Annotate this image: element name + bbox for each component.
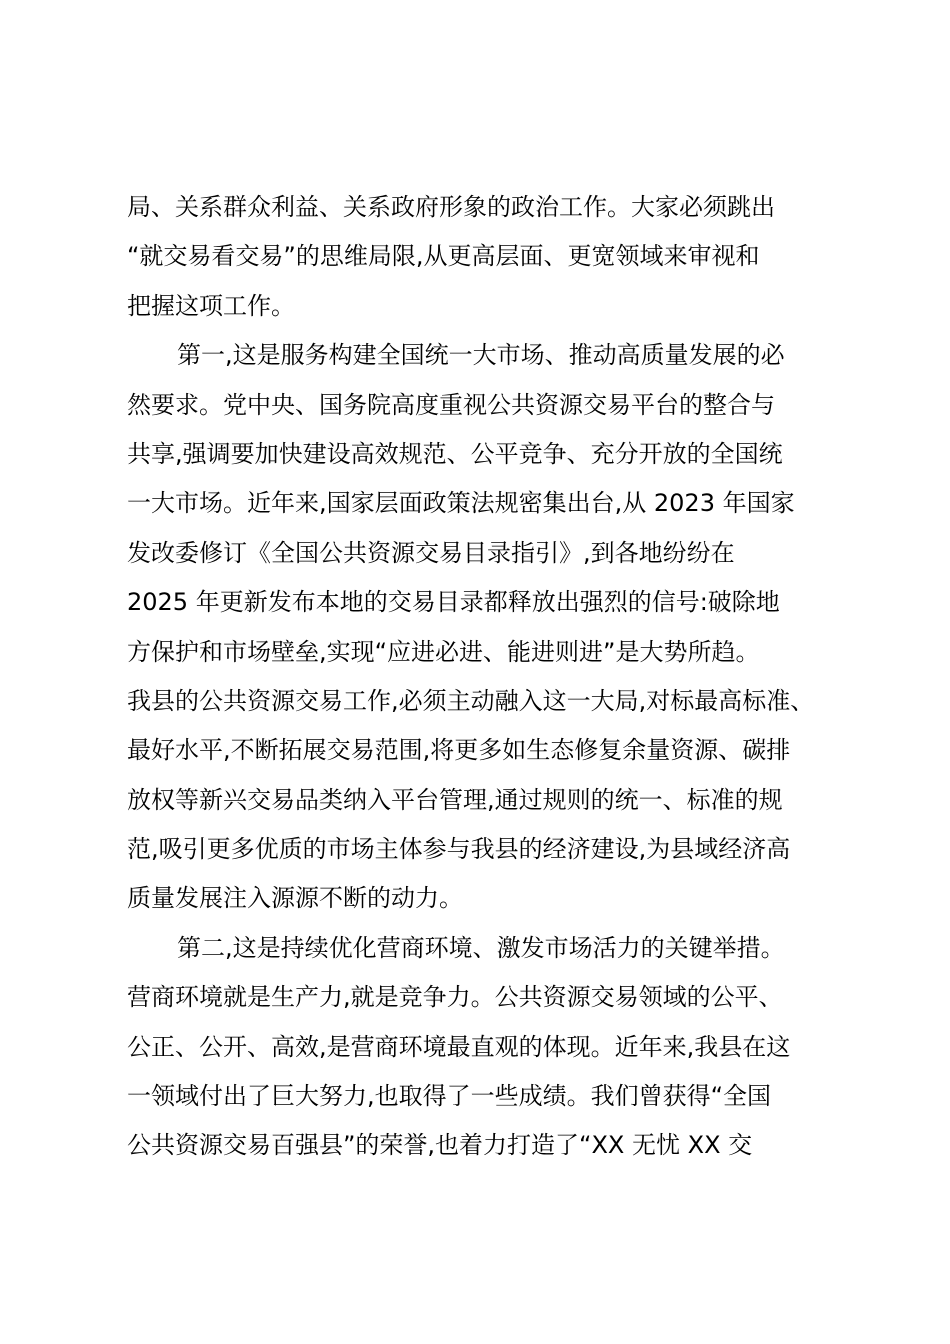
- text-line: 公共资源交易百强县”的荣誉,也着力打造了“XX 无忧 XX 交: [127, 1131, 753, 1160]
- paragraph-first-line: 第一,这是服务构建全国统一大市场、推动高质量发展的必: [177, 341, 785, 370]
- text-line: 一领域付出了巨大努力,也取得了一些成绩。我们曾获得“全国: [127, 1082, 772, 1111]
- text-line: 公正、公开、高效,是营商环境最直观的体现。近年来,我县在这: [127, 1032, 791, 1061]
- text-line: “就交易看交易”的思维局限,从更高层面、更宽领域来审视和: [127, 242, 760, 271]
- text-line: 一大市场。近年来,国家层面政策法规密集出台,从 2023 年国家: [127, 489, 795, 518]
- paragraph-first-line: 第二,这是持续优化营商环境、激发市场活力的关键举措。: [177, 933, 785, 962]
- text-line: 把握这项工作。: [127, 291, 295, 320]
- text-line: 放权等新兴交易品类纳入平台管理,通过规则的统一、标准的规: [127, 785, 783, 814]
- text-line: 质量发展注入源源不断的动力。: [127, 884, 463, 913]
- text-line: 我县的公共资源交易工作,必须主动融入这一大局,对标最高标准、: [127, 686, 815, 715]
- text-line: 局、关系群众利益、关系政府形象的政治工作。大家必须跳出: [127, 193, 775, 221]
- text-line: 营商环境就是生产力,就是竞争力。公共资源交易领域的公平、: [127, 983, 783, 1012]
- document-body: [127, 183, 847, 1171]
- text-line: 方保护和市场壁垒,实现“应进必进、能进则进”是大势所趋。: [127, 637, 760, 666]
- text-line: 最好水平,不断拓展交易范围,将更多如生态修复余量资源、碳排: [127, 736, 791, 765]
- text-line: 共享,强调要加快建设高效规范、公平竞争、充分开放的全国统: [127, 439, 783, 468]
- text-line: 范,吸引更多优质的市场主体参与我县的经济建设,为县域经济高: [127, 835, 791, 864]
- text-line: 然要求。党中央、国务院高度重视公共资源交易平台的整合与: [127, 390, 775, 419]
- text-line: 发改委修订《全国公共资源交易目录指引》,到各地纷纷在: [127, 538, 735, 567]
- text-line: 2025 年更新发布本地的交易目录都释放出强烈的信号:破除地: [127, 588, 780, 617]
